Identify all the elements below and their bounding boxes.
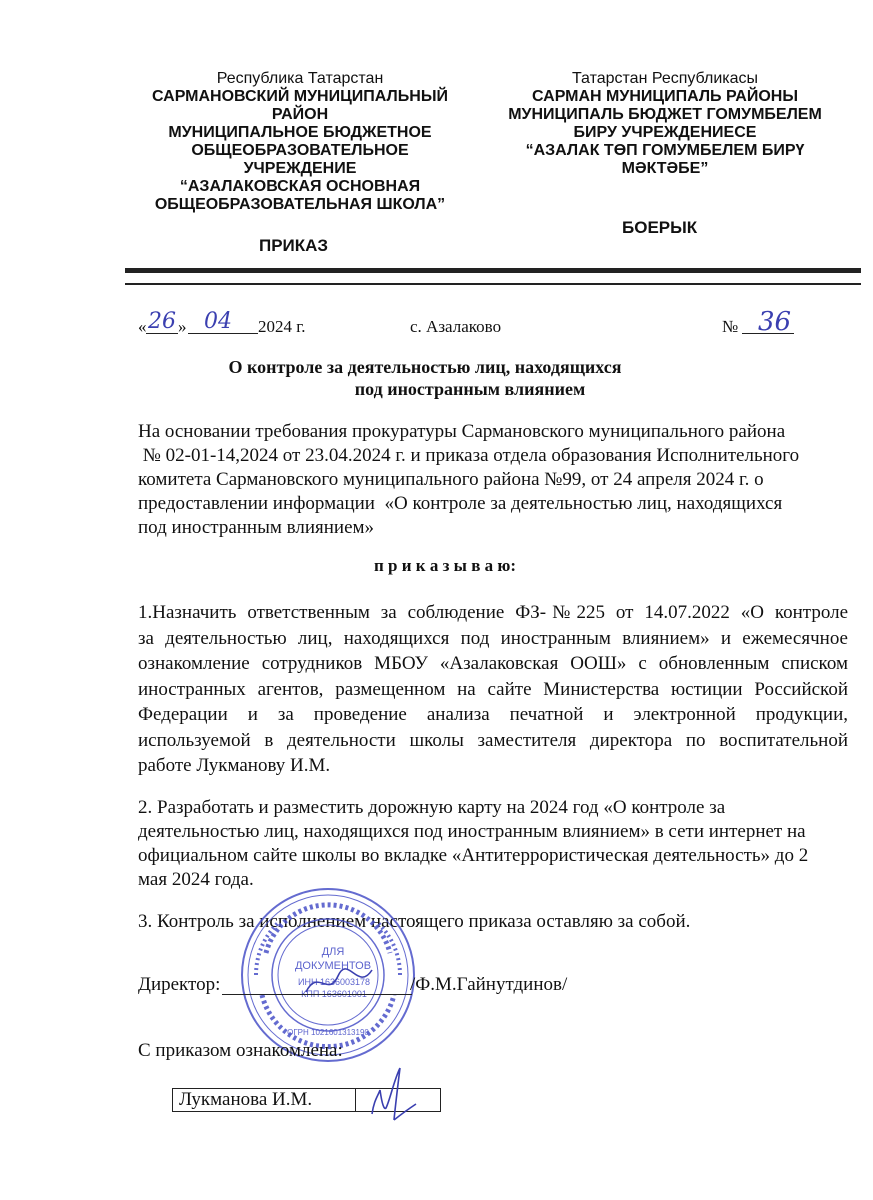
header-left-line8: ОБЩЕОБРАЗОВАТЕЛЬНАЯ ШКОЛА” (154, 196, 446, 213)
stamp-ogrn: ОГРН 1021601313190 (287, 1028, 369, 1037)
order-number: 36 (758, 307, 792, 337)
stamp-center-line2: ДОКУМЕНТОВ (294, 960, 372, 972)
day-underline (146, 333, 178, 334)
doc-type-right: БОЕРЫК (622, 218, 698, 237)
header-left-line4: МУНИЦИПАЛЬНОЕ БЮДЖЕТНОЕ (168, 124, 432, 141)
quote-open: « (138, 317, 147, 336)
director-signature-icon (297, 962, 380, 1002)
date-day: 26 (148, 309, 176, 334)
order-word: п р и к а з ы в а ю: (374, 556, 517, 575)
header-right-line6: МӘКТӘБЕ” (621, 160, 709, 177)
header-right-line5: “АЗАЛАК ТӨП ГОМУМБЕЛЕМ БИРҮ (525, 142, 805, 159)
header-left-line6: УЧРЕЖДЕНИЕ (243, 160, 357, 177)
director-label: Директор: (138, 974, 221, 995)
basis-paragraph (138, 420, 858, 540)
stamp-kpp: КПП 163601001 (301, 989, 367, 999)
number-label: № (722, 317, 739, 336)
date-year: 2024 г. (258, 317, 306, 336)
month-underline (188, 333, 258, 334)
header-left-line5: ОБЩЕОБРАЗОВАТЕЛЬНОЕ (191, 142, 409, 159)
title-line1: О контроле за деятельностью лиц, находящихся (228, 357, 622, 377)
header-right-line3: МУНИЦИПАЛЬ БЮДЖЕТ ГОМУМБЕЛЕМ (508, 106, 822, 123)
header-left (130, 70, 470, 214)
header-right (490, 70, 840, 178)
header-right-line2: САРМАН МУНИЦИПАЛЬ РАЙОНЫ (532, 88, 798, 105)
header-left-line3: РАЙОН (271, 106, 329, 123)
item-1-line: 1.Назначить ответственным за соблюдение ФЗ-№225 от 14.07.2022 «О контроле (138, 602, 848, 623)
stamp-inn: ИНН 1636003178 (297, 977, 371, 987)
page-title (140, 356, 840, 400)
item-1-line: работе Лукманову И.М. (138, 755, 331, 776)
director-name: /Ф.М.Гайнутдинов/ (410, 974, 568, 995)
doc-type-left: ПРИКАЗ (259, 236, 329, 255)
quote-close: » (178, 317, 187, 336)
item-1-line: используемой в деятельности школы заместителя директора по воспитательной (138, 729, 848, 751)
handwritten-signature-icon (364, 1060, 424, 1130)
place: с. Азалаково (410, 317, 502, 336)
item-3: 3. Контроль за исполнением настоящего приказа оставляю за собой. (138, 911, 691, 932)
item-1 (138, 600, 848, 779)
item-2-line: официальном сайте школы во вкладке «Антитеррористическая деятельность» до 2 (138, 845, 809, 866)
director-line (138, 974, 838, 1004)
basis-line: под иностранным влиянием» (138, 517, 375, 538)
header-right-line1: Татарстан Республикасы (571, 70, 759, 87)
basis-line: предоставлении информации «О контроле за деятельностью лиц, находящихся (138, 493, 783, 514)
item-2-line: деятельностью лиц, находящихся под иностранным влиянием» в сети интернет на (138, 821, 806, 842)
stamp-center-line1: ДЛЯ (321, 946, 345, 958)
item-1-line: Федерации и за проведение анализа печатной и электронной продукции, (138, 704, 848, 725)
item-2-line: 2. Разработать и разместить дорожную карту на 2024 год «О контроле за (138, 797, 726, 818)
signature-name-cell: Лукманова И.М. (173, 1089, 356, 1112)
item-2 (138, 796, 848, 892)
header-rule-thick (125, 268, 861, 273)
item-1-line: иностранных агентов, размещенном на сайте Министерства юстиции Российской (138, 678, 848, 700)
header-left-line1: Республика Татарстан (216, 70, 384, 87)
date-month: 04 (204, 309, 232, 334)
header-right-line4: БИРУ УЧРЕЖДЕНИЕСЕ (573, 124, 757, 141)
date-line (138, 307, 858, 343)
item-2-line: мая 2024 года. (138, 869, 254, 890)
item-1-line: ознакомление сотрудников МБОУ «Азалаковская ООШ» с обновленным списком (138, 653, 848, 674)
number-underline (742, 333, 794, 334)
basis-line: На основании требования прокуратуры Сармановского муниципального района (138, 421, 786, 442)
header-left-line2: САРМАНОВСКИЙ МУНИЦИПАЛЬНЫЙ (152, 88, 448, 105)
basis-line: № 02-01-14,2024 от 23.04.2024 г. и приказа отдела образования Исполнительного (138, 445, 800, 466)
header-left-line7: “АЗАЛАКОВСКАЯ ОСНОВНАЯ (179, 178, 421, 195)
item-1-line: за деятельностью лиц, находящихся под иностранным влиянием» и ежемесячное (138, 627, 848, 649)
acknowledged-label: С приказом ознакомлена: (138, 1040, 343, 1061)
basis-line: комитета Сармановского муниципального района №99, от 24 апреля 2024 г. о (138, 469, 764, 490)
title-line2: под иностранным влиянием (354, 379, 586, 399)
header-rule-thin (125, 283, 861, 285)
